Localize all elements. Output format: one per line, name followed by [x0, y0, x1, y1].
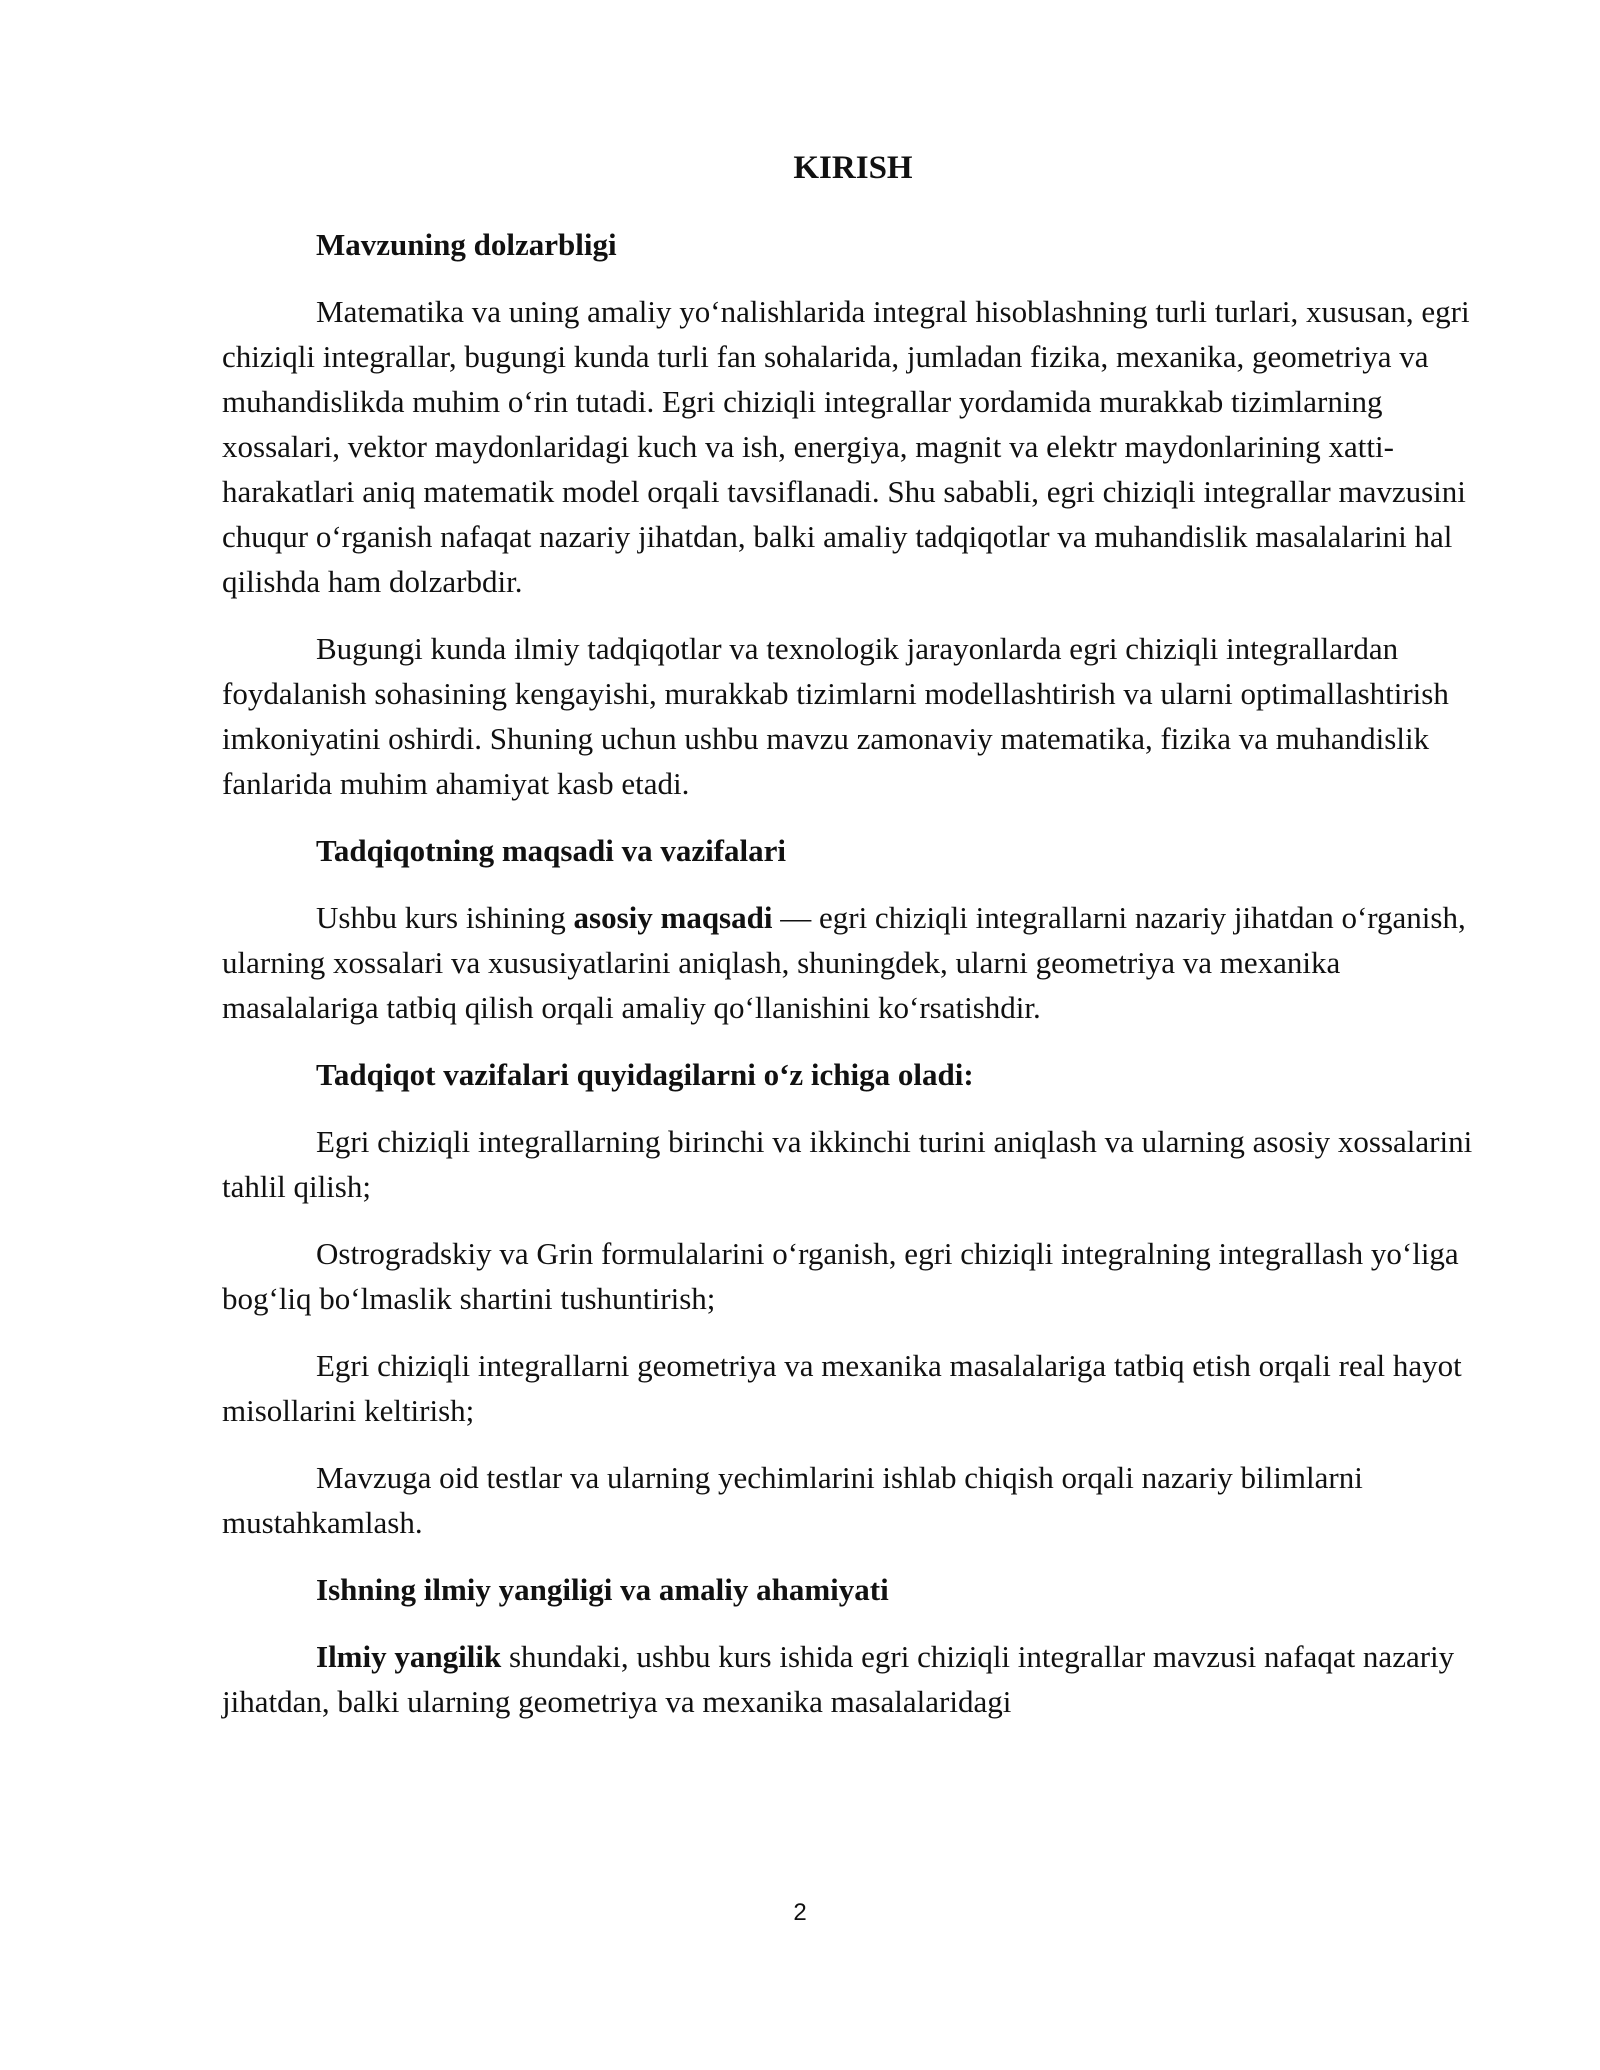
section-heading-tasks: Tadqiqot vazifalari quyidagilarni o‘z ichiga oladi: — [316, 1057, 974, 1092]
paragraph-goal-bold: asosiy maqsadi — [573, 900, 773, 935]
paragraph-relevance-1: Matematika va uning amaliy yo‘nalishlarida integral hisoblashning turli turlari, xususan, egri chiziqli integrallar, bugungi kunda turli fan sohalarida, jumladan fizika, mexanika, geometriya va muhandislikda muhim o‘rin tutadi. Egri chiziqli integrallar yordamida murakkab tizimlarning xossalari, vektor maydonlaridagi kuch va ish, energiya, magnit va elektr maydonlarining xatti-harakatlari aniq matematik model orqali tavsiflanadi. Shu sababli, egri chiziqli integrallar mavzusini chuqur o‘rganish nafaqat nazariy jihatdan, balki amaliy tadqiqotlar va muhandislik masalalarini hal qilishda ham dolzarbdir. — [222, 294, 1470, 599]
paragraph-relevance-2: Bugungi kunda ilmiy tadqiqotlar va texnologik jarayonlarda egri chiziqli integrallardan foydalanish sohasining kengayishi, murakkab tizimlarni modellashtirish va ularni optimallashtirish imkoniyatini oshirdi. Shuning uchun ushbu mavzu zamonaviy matematika, fizika va muhandislik fanlarida muhim ahamiyat kasb etadi. — [222, 631, 1449, 801]
section-heading-relevance: Mavzuning dolzarbligi — [316, 227, 617, 262]
section-heading-goals: Tadqiqotning maqsadi va vazifalari — [316, 833, 786, 868]
paragraph-novelty-bold: Ilmiy yangilik — [316, 1639, 502, 1674]
page-number: 2 — [793, 1899, 807, 1926]
page-title: KIRISH — [793, 150, 913, 186]
paragraph-novelty — [222, 1634, 1484, 1724]
paragraph-goal-prefix: Ushbu kurs ishining — [316, 900, 574, 935]
document-body — [222, 222, 1484, 1746]
task-item-3: Egri chiziqli integrallarni geometriya va mexanika masalalariga tatbiq etish orqali real hayot misollarini keltirish; — [222, 1348, 1462, 1428]
paragraph-goal — [222, 895, 1484, 1030]
paragraph-novelty-rest: shundaki, ushbu kurs ishida egri chiziqli integrallar mavzusi nafaqat nazariy jihatdan, balki ularning geometriya va mexanika masalalaridagi — [222, 1639, 1455, 1719]
paragraph-goal-rest: — egri chiziqli integrallarni nazariy jihatdan o‘rganish, ularning xossalari va xususiyatlarini aniqlash, shuningdek, ularni geometriya va mexanika masalalariga tatbiq qilish orqali amaliy qo‘llanishini ko‘rsatishdir. — [222, 900, 1466, 1025]
task-item-4: Mavzuga oid testlar va ularning yechimlarini ishlab chiqish orqali nazariy bilimlarni mustahkamlash. — [222, 1460, 1363, 1540]
task-item-1: Egri chiziqli integrallarning birinchi va ikkinchi turini aniqlash va ularning asosiy xossalarini tahlil qilish; — [222, 1124, 1473, 1204]
section-heading-novelty: Ishning ilmiy yangiligi va amaliy ahamiyati — [316, 1572, 889, 1607]
task-item-2: Ostrogradskiy va Grin formulalarini o‘rganish, egri chiziqli integralning integrallash yo‘liga bog‘liq bo‘lmaslik shartini tushuntirish; — [222, 1236, 1459, 1316]
